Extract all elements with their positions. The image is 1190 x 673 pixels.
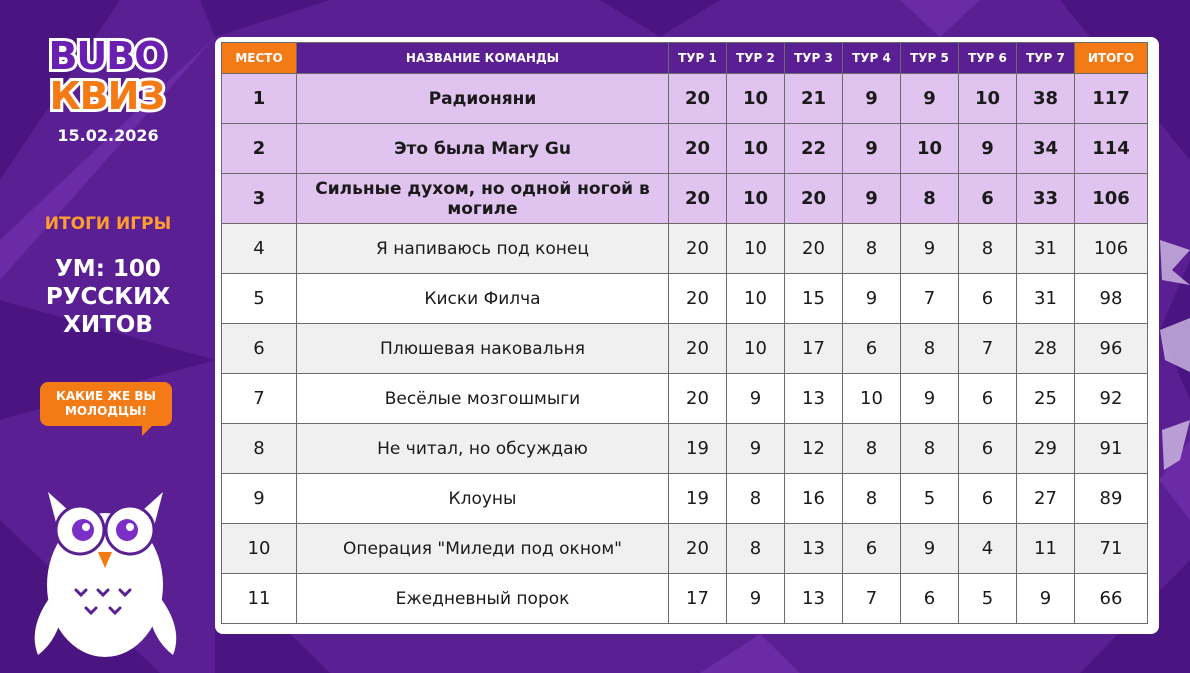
round-score-cell: 9 — [843, 74, 901, 124]
round-score-cell: 8 — [727, 474, 785, 524]
round-score-cell: 9 — [901, 74, 959, 124]
table-row — [222, 174, 1148, 224]
round-score-cell: 13 — [785, 574, 843, 624]
team-name-cell: Радионяни — [297, 74, 669, 124]
round-score-cell: 38 — [1017, 74, 1075, 124]
table-row — [222, 274, 1148, 324]
column-header-place: МЕСТО — [222, 43, 297, 74]
round-score-cell: 9 — [843, 124, 901, 174]
round-score-cell: 34 — [1017, 124, 1075, 174]
round-score-cell: 20 — [669, 374, 727, 424]
table-row — [222, 224, 1148, 274]
column-header-round: ТУР 2 — [727, 43, 785, 74]
round-score-cell: 10 — [901, 124, 959, 174]
total-cell: 106 — [1075, 224, 1148, 274]
total-cell: 66 — [1075, 574, 1148, 624]
bubo-quiz-logo — [41, 36, 173, 116]
results-label: ИТОГИ ИГРЫ — [44, 214, 172, 234]
team-name-cell: Ежедневный порок — [297, 574, 669, 624]
place-cell: 4 — [222, 224, 297, 274]
round-score-cell: 10 — [727, 224, 785, 274]
round-score-cell: 27 — [1017, 474, 1075, 524]
round-score-cell: 8 — [727, 524, 785, 574]
round-score-cell: 20 — [785, 174, 843, 224]
round-score-cell: 9 — [901, 524, 959, 574]
round-score-cell: 9 — [1017, 574, 1075, 624]
team-name-cell: Плюшевая наковальня — [297, 324, 669, 374]
table-row — [222, 524, 1148, 574]
place-cell: 3 — [222, 174, 297, 224]
team-name-cell: Операция "Миледи под окном" — [297, 524, 669, 574]
logo-line-2: КВИЗ — [49, 74, 165, 118]
round-score-cell: 8 — [901, 324, 959, 374]
round-score-cell: 9 — [843, 174, 901, 224]
round-score-cell: 9 — [727, 374, 785, 424]
round-score-cell: 11 — [1017, 524, 1075, 574]
round-score-cell: 13 — [785, 524, 843, 574]
column-header-round: ТУР 1 — [669, 43, 727, 74]
round-score-cell: 8 — [843, 474, 901, 524]
table-row — [222, 374, 1148, 424]
total-cell: 114 — [1075, 124, 1148, 174]
round-score-cell: 8 — [843, 424, 901, 474]
team-name-cell: Сильные духом, но одной ногой в могиле — [297, 174, 669, 224]
owl-mascot-icon — [28, 490, 183, 660]
round-score-cell: 31 — [1017, 274, 1075, 324]
cheer-line: КАКИЕ ЖЕ ВЫ — [56, 389, 156, 403]
table-row — [222, 74, 1148, 124]
round-score-cell: 28 — [1017, 324, 1075, 374]
cheer-bubble — [40, 382, 172, 426]
round-score-cell: 20 — [669, 74, 727, 124]
round-score-cell: 33 — [1017, 174, 1075, 224]
round-score-cell: 9 — [959, 124, 1017, 174]
round-score-cell: 10 — [727, 124, 785, 174]
place-cell: 10 — [222, 524, 297, 574]
total-cell: 71 — [1075, 524, 1148, 574]
total-cell: 96 — [1075, 324, 1148, 374]
results-body — [222, 74, 1148, 624]
round-score-cell: 6 — [959, 374, 1017, 424]
round-score-cell: 6 — [959, 274, 1017, 324]
table-row — [222, 424, 1148, 474]
table-row — [222, 124, 1148, 174]
round-score-cell: 7 — [959, 324, 1017, 374]
team-name-cell: Не читал, но обсуждаю — [297, 424, 669, 474]
round-score-cell: 25 — [1017, 374, 1075, 424]
round-score-cell: 10 — [843, 374, 901, 424]
place-cell: 6 — [222, 324, 297, 374]
round-score-cell: 16 — [785, 474, 843, 524]
round-score-cell: 19 — [669, 474, 727, 524]
round-score-cell: 17 — [785, 324, 843, 374]
round-score-cell: 6 — [959, 424, 1017, 474]
round-score-cell: 10 — [727, 274, 785, 324]
round-score-cell: 8 — [843, 224, 901, 274]
column-header-round: ТУР 6 — [959, 43, 1017, 74]
round-score-cell: 8 — [959, 224, 1017, 274]
round-score-cell: 9 — [727, 424, 785, 474]
round-score-cell: 20 — [669, 274, 727, 324]
round-score-cell: 5 — [901, 474, 959, 524]
table-row — [222, 574, 1148, 624]
round-score-cell: 13 — [785, 374, 843, 424]
place-cell: 5 — [222, 274, 297, 324]
round-score-cell: 6 — [959, 174, 1017, 224]
game-date: 15.02.2026 — [57, 126, 159, 145]
table-header-row — [222, 43, 1148, 74]
column-header-round: ТУР 3 — [785, 43, 843, 74]
place-cell: 8 — [222, 424, 297, 474]
column-header-total: ИТОГО — [1075, 43, 1148, 74]
logo-line-1: BUBO — [48, 34, 166, 78]
team-name-cell: Весёлые мозгошмыги — [297, 374, 669, 424]
round-score-cell: 9 — [843, 274, 901, 324]
round-score-cell: 20 — [785, 224, 843, 274]
round-score-cell: 6 — [843, 324, 901, 374]
team-name-cell: Клоуны — [297, 474, 669, 524]
place-cell: 1 — [222, 74, 297, 124]
round-score-cell: 31 — [1017, 224, 1075, 274]
place-cell: 2 — [222, 124, 297, 174]
sidebar — [0, 0, 215, 673]
round-score-cell: 10 — [727, 324, 785, 374]
round-score-cell: 20 — [669, 174, 727, 224]
total-cell: 98 — [1075, 274, 1148, 324]
total-cell: 89 — [1075, 474, 1148, 524]
column-header-team: НАЗВАНИЕ КОМАНДЫ — [297, 43, 669, 74]
round-score-cell: 15 — [785, 274, 843, 324]
round-score-cell: 20 — [669, 224, 727, 274]
round-score-cell: 6 — [901, 574, 959, 624]
team-name-cell: Это была Mary Gu — [297, 124, 669, 174]
round-score-cell: 29 — [1017, 424, 1075, 474]
place-cell: 7 — [222, 374, 297, 424]
round-score-cell: 9 — [727, 574, 785, 624]
team-name-cell: Я напиваюсь под конец — [297, 224, 669, 274]
results-board — [215, 37, 1159, 634]
round-score-cell: 10 — [727, 174, 785, 224]
round-score-cell: 6 — [843, 524, 901, 574]
total-cell: 106 — [1075, 174, 1148, 224]
round-score-cell: 20 — [669, 124, 727, 174]
round-score-cell: 4 — [959, 524, 1017, 574]
place-cell: 9 — [222, 474, 297, 524]
cheer-line: МОЛОДЦЫ! — [64, 404, 148, 418]
table-row — [222, 474, 1148, 524]
column-header-round: ТУР 4 — [843, 43, 901, 74]
game-title-line: УМ: 100 — [55, 256, 161, 282]
round-score-cell: 19 — [669, 424, 727, 474]
total-cell: 91 — [1075, 424, 1148, 474]
column-header-round: ТУР 5 — [901, 43, 959, 74]
round-score-cell: 12 — [785, 424, 843, 474]
results-table — [221, 42, 1148, 624]
place-cell: 11 — [222, 574, 297, 624]
round-score-cell: 7 — [901, 274, 959, 324]
round-score-cell: 20 — [669, 524, 727, 574]
total-cell: 92 — [1075, 374, 1148, 424]
round-score-cell: 8 — [901, 424, 959, 474]
round-score-cell: 7 — [843, 574, 901, 624]
column-header-round: ТУР 7 — [1017, 43, 1075, 74]
round-score-cell: 9 — [901, 374, 959, 424]
round-score-cell: 5 — [959, 574, 1017, 624]
round-score-cell: 9 — [901, 224, 959, 274]
round-score-cell: 6 — [959, 474, 1017, 524]
round-score-cell: 22 — [785, 124, 843, 174]
speech-tail — [142, 424, 154, 436]
total-cell: 117 — [1075, 74, 1148, 124]
game-title-line: ХИТОВ — [63, 312, 153, 338]
round-score-cell: 20 — [669, 324, 727, 374]
game-title — [25, 255, 191, 339]
table-row — [222, 324, 1148, 374]
round-score-cell: 8 — [901, 174, 959, 224]
round-score-cell: 10 — [959, 74, 1017, 124]
team-name-cell: Киски Филча — [297, 274, 669, 324]
round-score-cell: 21 — [785, 74, 843, 124]
round-score-cell: 17 — [669, 574, 727, 624]
game-title-line: РУССКИХ — [45, 284, 171, 310]
round-score-cell: 10 — [727, 74, 785, 124]
